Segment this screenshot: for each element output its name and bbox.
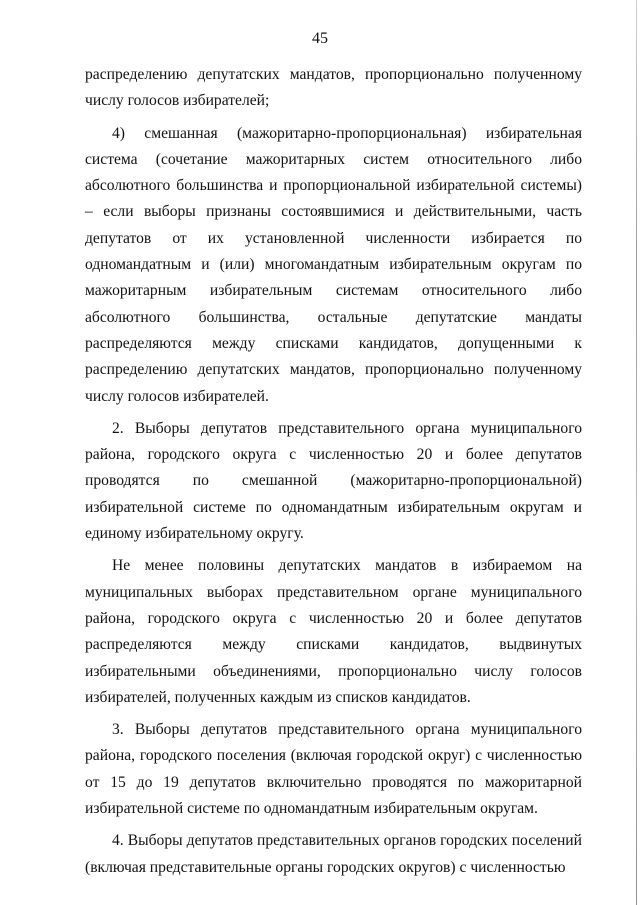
paragraph-section-4: 4. Выборы депутатов представительных органов городских поселений (включая представительные органы городских округов) с численностью bbox=[85, 832, 582, 876]
paragraph-section-2: 2. Выборы депутатов представительного органа муниципального района, городского округа с численностью 20 и более депутатов проводятся по смешанной (мажоритарно-пропорциональной) избирательной системе по одномандатным избирательным округам и единому избирательному округу. bbox=[85, 419, 582, 543]
paragraph-section-3: 3. Выборы депутатов представительного органа муниципального района, городского поселения (включая городской округ) с численностью от 15 до 19 депутатов включительно проводятся по мажоритарной избирательной системе по одномандатным избирательным округам. bbox=[85, 721, 582, 818]
page-edge bbox=[636, 0, 637, 905]
document-body bbox=[85, 62, 582, 881]
page-number: 45 bbox=[312, 30, 328, 47]
paragraph-item-4: 4) смешанная (мажоритарно-пропорциональная) избирательная система (сочетание мажоритарных систем относительного либо абсолютного большинства и пропорциональной избирательной системы) – если выборы признаны состоявшимися и действительными, часть депутатов от их установленной численности избирается по одномандатным и (или) многомандатным избирательным округам по мажоритарным избирательным системам относительного либо абсолютного большинства, остальные депутатские мандаты распределяются между списками кандидатов, допущенными к распределению депутатских мандатов, пропорционально полученному числу голосов избирателей. bbox=[85, 124, 582, 405]
paragraph-section-2-continued: Не менее половины депутатских мандатов в избираемом на муниципальных выборах представительном органе муниципального района, городского округа с численностью 20 и более депутатов распределяются между списками кандидатов, выдвинутых избирательными объединениями, пропорционально числу голосов избирателей, полученных каждым из списков кандидатов. bbox=[85, 557, 582, 706]
paragraph-continuation: распределению депутатских мандатов, пропорционально полученному числу голосов избирателей; bbox=[85, 66, 582, 110]
